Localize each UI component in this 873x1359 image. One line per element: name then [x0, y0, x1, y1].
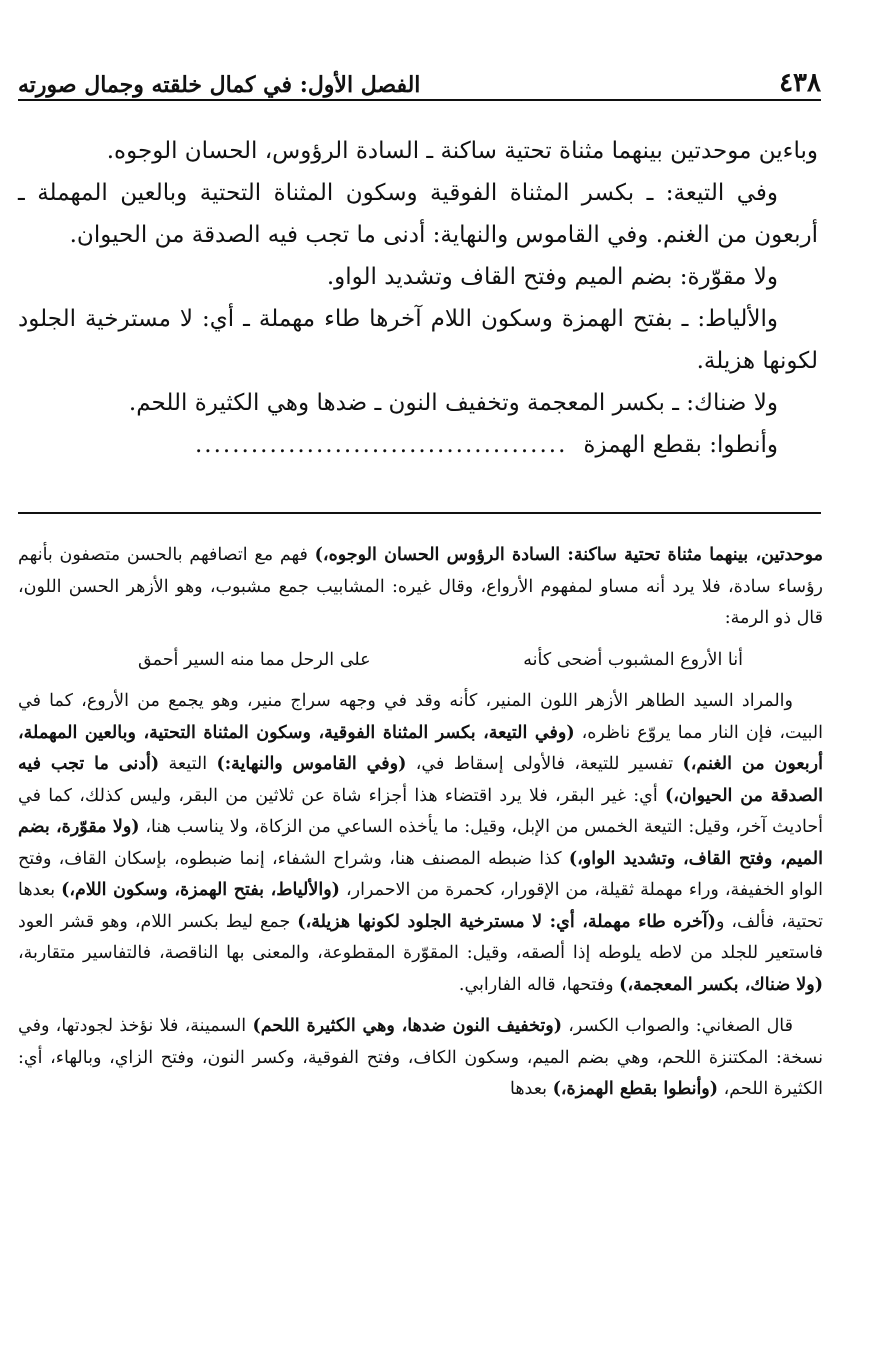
quoted-matn-text: (أدنى ما تجب فيه الصدقة من الحيوان،)	[18, 754, 823, 806]
matn-paragraph: وفي التيعة: ـ بكسر المثناة الفوقية وسكون المثناة التحتية وبالعين المهملة ـ أربعون من الغنم. وفي القاموس والنهاية: أدنى ما تجب فيه الصدقة من الحيوان.	[18, 180, 818, 248]
quoted-matn-text: (وفي القاموس والنهاية:)	[216, 754, 407, 774]
section-divider	[18, 512, 821, 514]
quoted-matn-text: (آخره طاء مهملة، أي: لا مسترخية الجلود لكونها هزيلة،)	[297, 911, 716, 932]
page-number: ٤٣٨	[779, 68, 821, 98]
commentary-text: جمع ليط بكسر اللام، وهو قشر العود فاستعير للجلد من لاطه يلوطه إذا ألصقه، وقيل: المقوّرة المقطوعة، والمعنى بها الناقصة، فالتفاسير متقاربة،	[18, 911, 823, 963]
quoted-matn-text: (وتخفيف النون ضدها، وهي الكثيرة اللحم)	[252, 1016, 562, 1036]
quoted-matn-text: موحدتين، بينهما مثناة تحتية ساكنة: السادة الرؤوس الحسان الوجوه،)	[314, 545, 823, 565]
main-text	[18, 130, 818, 466]
page-header	[18, 58, 821, 98]
quoted-matn-text: (والألياط، بفتح الهمزة، وسكون اللام،)	[61, 880, 340, 900]
commentary	[18, 540, 823, 1116]
commentary-paragraph	[18, 1011, 823, 1106]
commentary-text: بعدها	[509, 1079, 553, 1099]
commentary-text: التيعة	[159, 754, 217, 774]
commentary-text: والمراد السيد الطاهر الأزهر اللون المنير، كأنه وقد في وجهه سراج منير، وهو يجمع من الأروع، كما في البيت، فإن النار مما يروّع ناظره،	[18, 691, 823, 743]
poetry-verse	[18, 645, 823, 677]
commentary-paragraph	[18, 686, 823, 1001]
commentary-text: كذا ضبطه المصنف هنا، وشراح الشفاء، إنما ضبطوه، بإسكان القاف، وفتح الواو الخفيفة، وراء مهملة ثقيلة، من الإقورار، كحمرة من الاحمرار،	[18, 848, 823, 900]
commentary-text: تفسير للتيعة، فالأولى إسقاط في،	[406, 754, 683, 774]
matn-paragraph: ولا مقوّرة: بضم الميم وفتح القاف وتشديد الواو.	[326, 264, 778, 290]
matn-paragraph: وباءين موحدتين بينهما مثناة تحتية ساكنة ـ السادة الرؤوس، الحسان الوجوه.	[106, 138, 818, 164]
commentary-text: قال الصغاني: والصواب الكسر،	[561, 1016, 793, 1036]
commentary-text: السمينة، فلا نؤخذ لجودتها، وفي نسخة: المكتنزة اللحم، وهي بضم الميم، وسكون الكاف، وفتح الفوقية، وكسر النون، وفتح الزاي، وبالهاء، أي: الكثيرة اللحم،	[18, 1016, 823, 1099]
commentary-text: وفتحها، قاله الفارابي.	[458, 974, 620, 995]
header-rule	[18, 99, 821, 101]
ellipsis-dots: ........................................	[194, 432, 568, 458]
commentary-text: بعدها تحتية، فألف، و	[18, 880, 823, 932]
quoted-matn-text: (وأنطوا بقطع الهمزة،)	[552, 1079, 719, 1099]
matn-paragraph-last	[18, 424, 818, 466]
matn-text: وأنطوا: بقطع الهمزة	[583, 432, 778, 458]
quoted-matn-text: (وفي التيعة، بكسر المثناة الفوقية، وسكون المثناة التحتية، وبالعين المهملة، أربعون من الغنم،)	[18, 722, 823, 774]
matn-paragraph: والألياط: ـ بفتح الهمزة وسكون اللام آخرها طاء مهملة ـ أي: لا مسترخية الجلود لكونها هزيلة.	[18, 306, 818, 374]
commentary-paragraph	[18, 540, 823, 635]
chapter-title: الفصل الأول: في كمال خلقته وجمال صورته	[18, 72, 421, 98]
quoted-matn-text: (ولا مقوّرة، بضم الميم، وفتح القاف، وتشديد الواو،)	[18, 817, 823, 869]
commentary-text: فهم مع اتصافهم بالحسن متصفون بأنهم رؤساء سادة، فلا يرد أنه مساو لمفهوم الأرواع، وقال غيره: المشابيب جمع مشبوب، وهو الأزهر الحسن اللون، قال ذو الرمة:	[18, 545, 823, 628]
quoted-matn-text: (ولا ضناك، بكسر المعجمة،)	[619, 974, 823, 995]
verse-second-hemistich: على الرحل مما منه السير أحمق	[138, 649, 371, 670]
commentary-text: أي: غير البقر، فلا يرد اقتضاء هذا أجزاء شاة عن ثلاثين من البقر، وليس كذلك، كما في أحاديث آخر، وقيل: التيعة الخمس من الإبل، وقيل: ما يأخذه الساعي من الزكاة، ولا يناسب هنا،	[18, 785, 824, 837]
matn-paragraph: ولا ضناك: ـ بكسر المعجمة وتخفيف النون ـ ضدها وهي الكثيرة اللحم.	[128, 390, 778, 416]
verse-first-hemistich: أنا الأروع المشبوب أضحى كأنه	[523, 649, 743, 670]
